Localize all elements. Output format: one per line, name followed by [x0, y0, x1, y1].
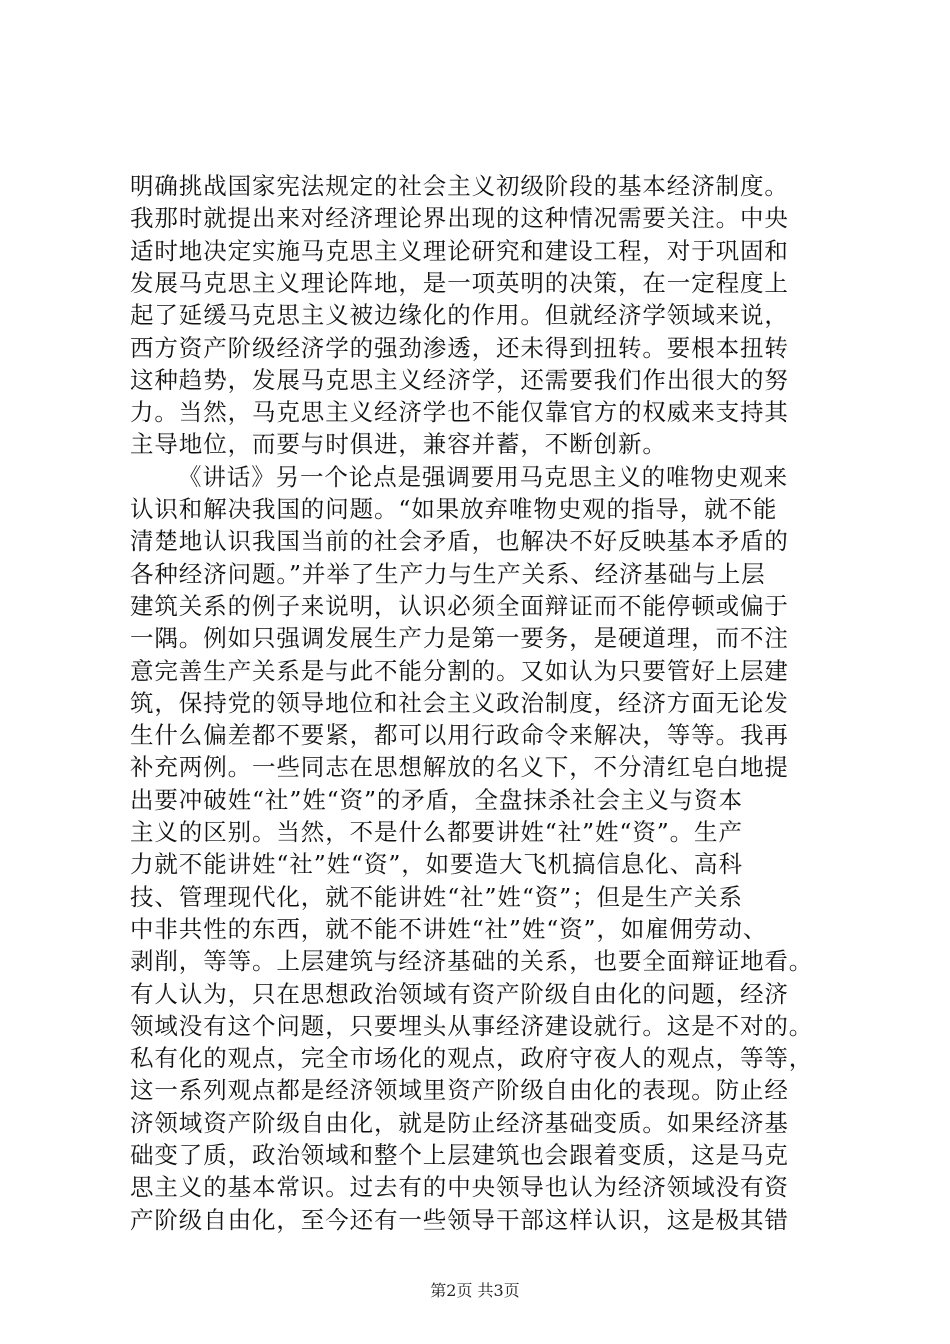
- text-line: 意完善生产关系是与此不能分割的。又如认为只要管好上层建: [130, 656, 789, 685]
- text-line: 起了延缓马克思主义被边缘化的作用。但就经济学领域来说，: [130, 301, 789, 330]
- text-line: 主义的区别。当然，不是什么都要讲姓“社”姓“资”。生产: [130, 818, 743, 846]
- text-line: 我那时就提出来对经济理论界出现的这种情况需要关注。中央: [130, 204, 789, 233]
- text-line: 一隅。例如只强调发展生产力是第一要务，是硬道理，而不注: [130, 624, 789, 653]
- text-line: 适时地决定实施马克思主义理论研究和建设工程，对于巩固和: [130, 236, 789, 265]
- text-line: 思主义的基本常识。过去有的中央领导也认为经济领域没有资: [130, 1173, 789, 1202]
- text-line: 济领域资产阶级自由化，就是防止经济基础变质。如果经济基: [130, 1108, 789, 1137]
- text-line: 产阶级自由化，至今还有一些领导干部这样认识，这是极其错: [130, 1205, 789, 1234]
- text-line: 《讲话》另一个论点是强调要用马克思主义的唯物史观来: [178, 462, 788, 491]
- text-line: 生什么偏差都不要紧，都可以用行政命令来解决，等等。我再: [130, 721, 789, 750]
- text-line: 技、管理现代化，就不能讲姓“社”姓“资”；但是生产关系: [130, 882, 743, 911]
- text-line: 建筑关系的例子来说明，认识必须全面辩证而不能停顿或偏于: [130, 591, 789, 620]
- text-line: 领域没有这个问题，只要埋头从事经济建设就行。这是不对的。: [130, 1011, 814, 1040]
- text-line: 各种经济问题。”并举了生产力与生产关系、经济基础与上层: [130, 559, 766, 588]
- text-line: 这种趋势，发展马克思主义经济学，还需要我们作出很大的努: [130, 365, 789, 394]
- text-line: 力就不能讲姓“社”姓“资”，如要造大飞机搞信息化、高科: [130, 850, 743, 879]
- text-line: 私有化的观点，完全市场化的观点，政府守夜人的观点，等等，: [130, 1044, 814, 1073]
- text-line: 力。当然，马克思主义经济学也不能仅靠官方的权威来支持其: [130, 398, 789, 427]
- text-line: 清楚地认识我国当前的社会矛盾，也解决不好反映基本矛盾的: [130, 527, 789, 556]
- text-line: 补充两例。一些同志在思想解放的名义下，不分清红皂白地提: [130, 753, 789, 782]
- text-line: 础变了质，政治领域和整个上层建筑也会跟着变质，这是马克: [130, 1141, 789, 1169]
- text-line: 明确挑战国家宪法规定的社会主义初级阶段的基本经济制度。: [130, 172, 789, 200]
- text-line: 认识和解决我国的问题。“如果放弃唯物史观的指导，就不能: [130, 495, 778, 523]
- text-line: 主导地位，而要与时俱进，兼容并蓄，不断创新。: [130, 430, 667, 459]
- text-line: 中非共性的东西，就不能不讲姓“社”姓“资”，如雇佣劳动、: [130, 914, 768, 943]
- text-line: 筑，保持党的领导地位和社会主义政治制度，经济方面无论发: [130, 688, 789, 717]
- text-line: 剥削，等等。上层建筑与经济基础的关系，也要全面辩证地看。: [130, 947, 814, 976]
- page-footer: 第2页 共3页: [430, 1281, 520, 1300]
- text-line: 出要冲破姓“社”姓“资”的矛盾，全盘抹杀社会主义与资本: [130, 785, 743, 814]
- text-line: 有人认为，只在思想政治领域有资产阶级自由化的问题，经济: [130, 979, 789, 1008]
- text-line: 这一系列观点都是经济领域里资产阶级自由化的表现。防止经: [130, 1076, 789, 1105]
- text-line: 西方资产阶级经济学的强劲渗透，还未得到扭转。要根本扭转: [130, 333, 789, 362]
- text-line: 发展马克思主义理论阵地，是一项英明的决策，在一定程度上: [130, 268, 789, 297]
